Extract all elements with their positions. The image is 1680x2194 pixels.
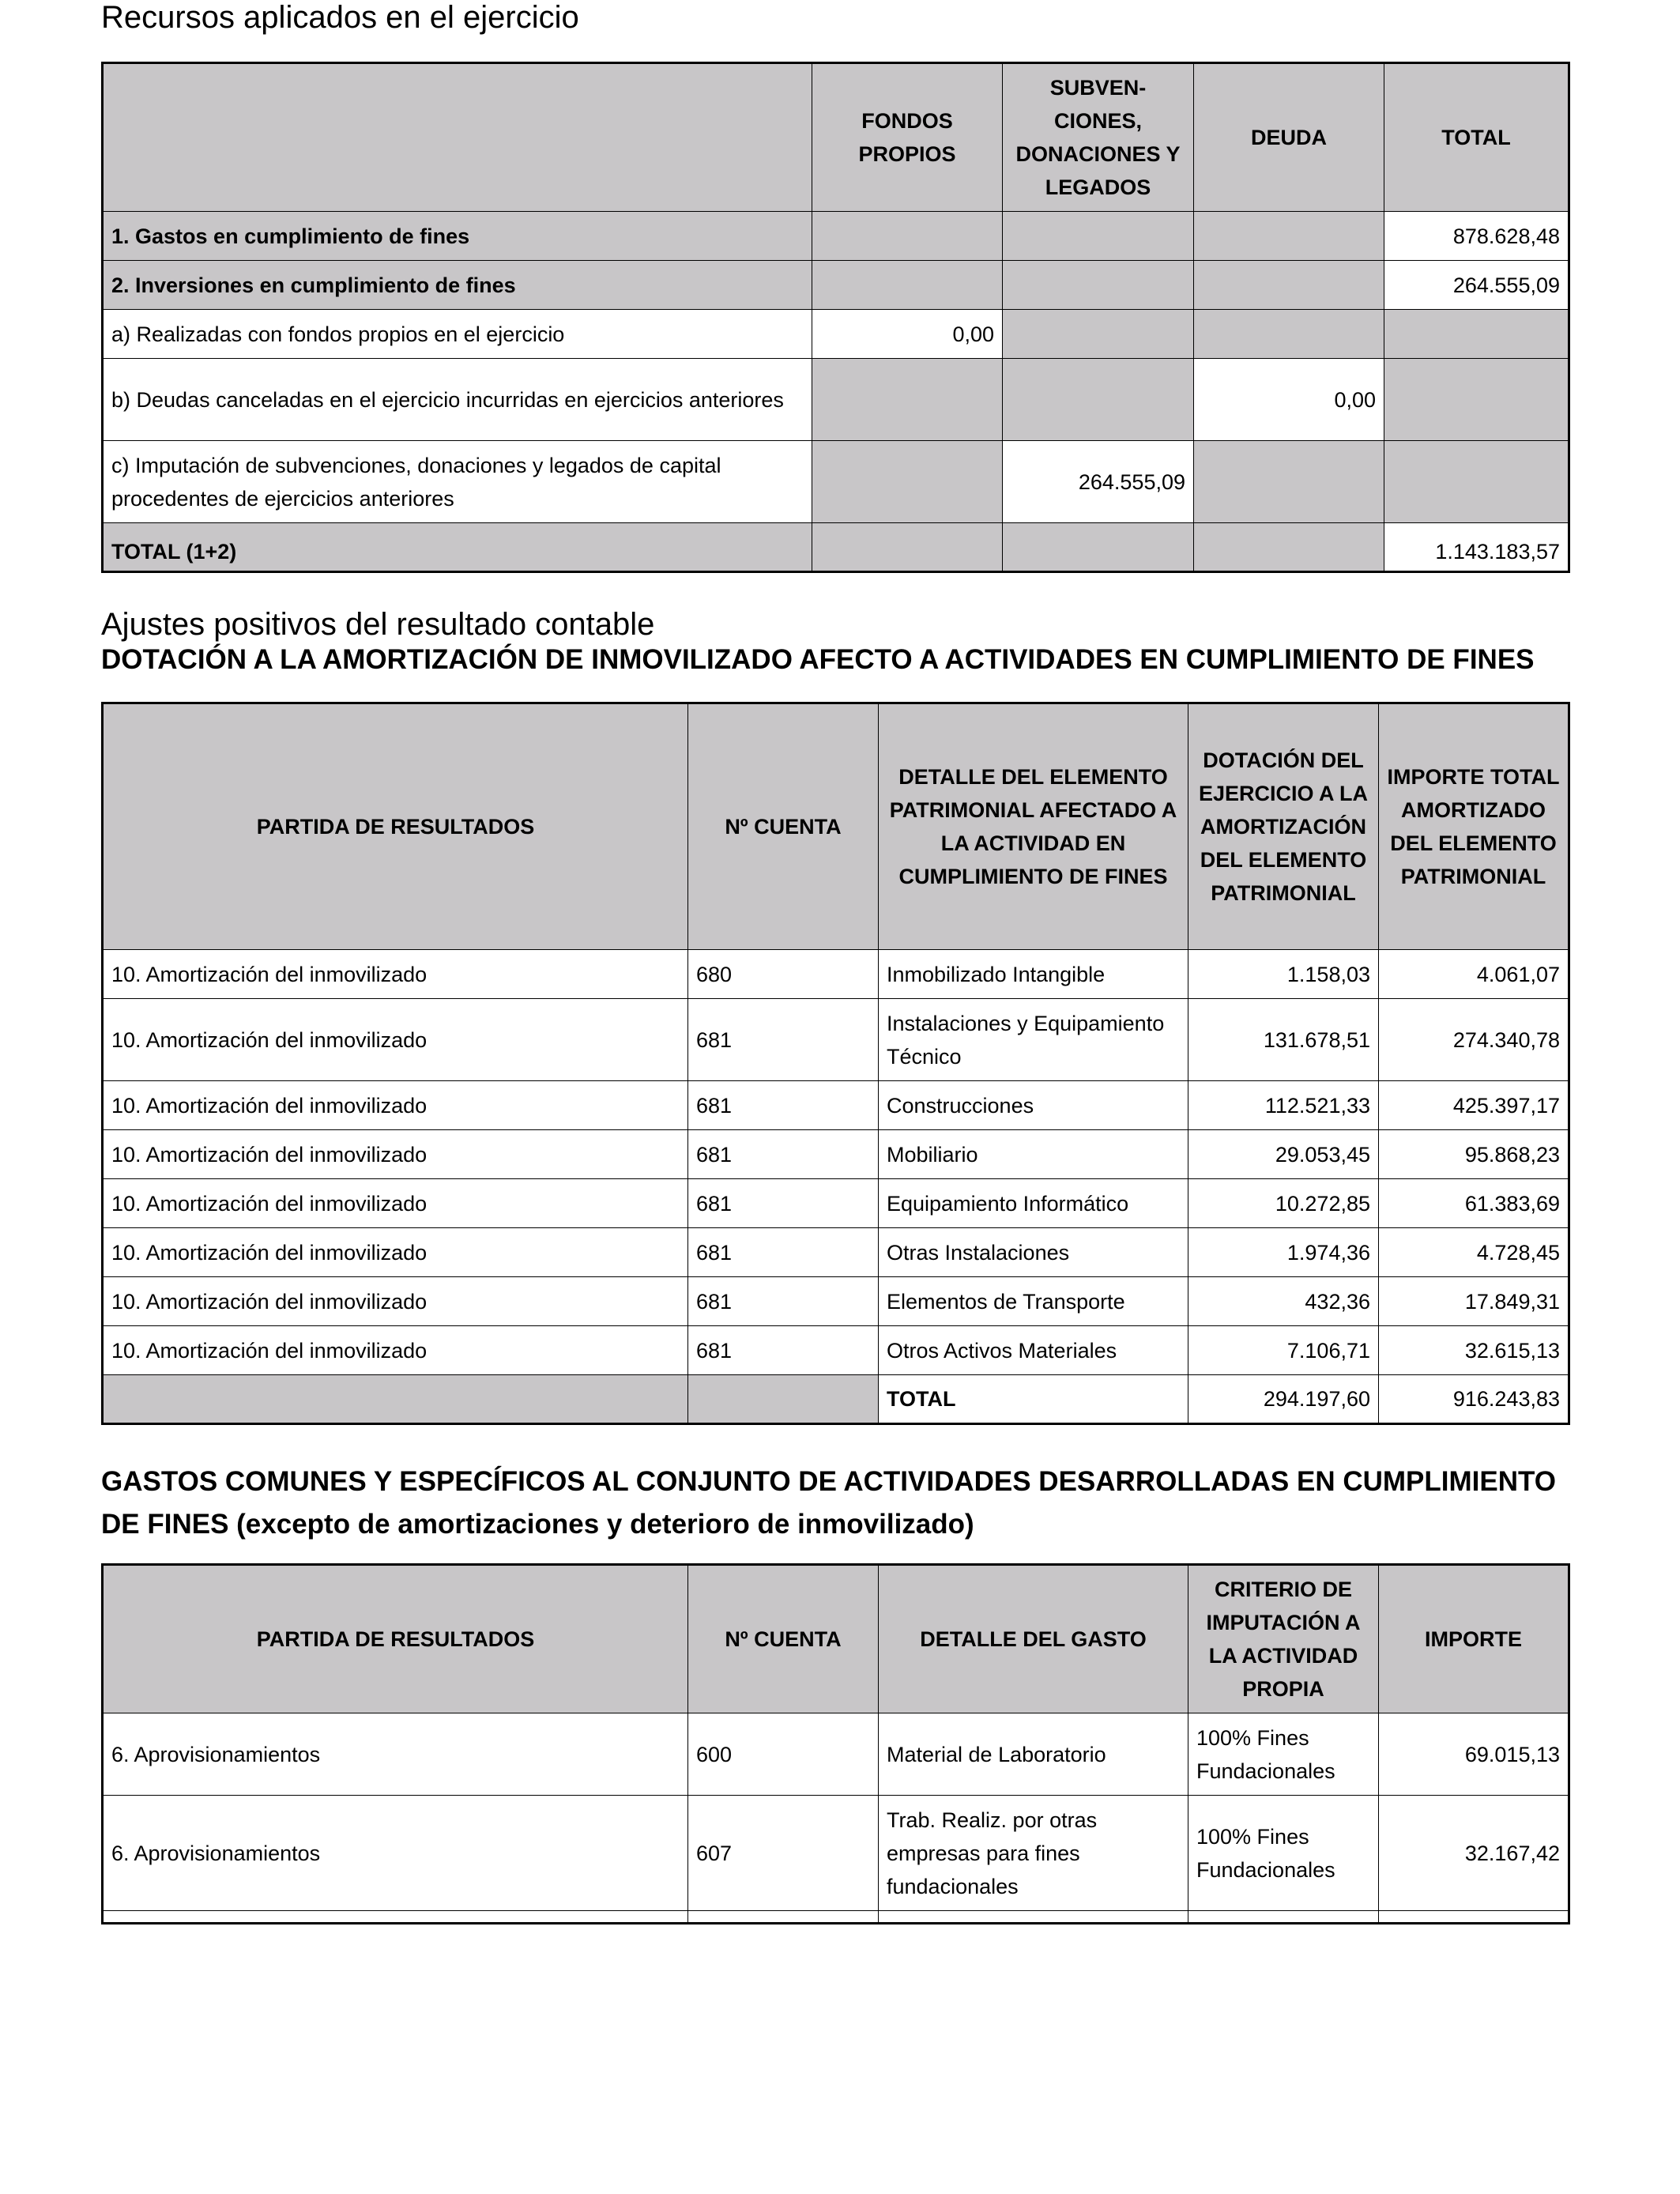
table-row: 6. Aprovisionamientos 600 Material de Laboratorio 100% Fines Fundacionales 69.015,13 (103, 1713, 1569, 1796)
row-label: c) Imputación de subvenciones, donaciones y legados de capital procedentes de ejercicios anteriores (103, 441, 812, 523)
table-row: 10. Amortización del inmovilizado 681 Construcciones 112.521,33 425.397,17 (103, 1081, 1569, 1130)
header-total: TOTAL (1384, 63, 1569, 212)
table-row: 10. Amortización del inmovilizado 681 Mobiliario 29.053,45 95.868,23 (103, 1130, 1569, 1179)
table-row: 10. Amortización del inmovilizado 681 Elementos de Transporte 432,36 17.849,31 (103, 1277, 1569, 1326)
header-blank (103, 63, 812, 212)
header-importe: IMPORTE (1379, 1565, 1569, 1713)
header-cuenta: Nº CUENTA (688, 703, 879, 950)
header-partida: PARTIDA DE RESULTADOS (103, 703, 688, 950)
header-detalle: DETALLE DEL GASTO (879, 1565, 1188, 1713)
header-criterio: CRITERIO DE IMPUTACIÓN A LA ACTIVIDAD PROPIA (1188, 1565, 1379, 1713)
row-value: 878.628,48 (1384, 212, 1569, 261)
table-row (103, 1911, 1569, 1924)
table-row: 10. Amortización del inmovilizado 680 Inmobilizado Intangible 1.158,03 4.061,07 (103, 950, 1569, 999)
table-row (103, 261, 1569, 310)
row-label: a) Realizadas con fondos propios en el ejercicio (103, 310, 812, 359)
amortizacion-table (101, 702, 1570, 1425)
header-deuda: DEUDA (1194, 63, 1384, 212)
table-total-row (103, 523, 1569, 572)
total-dotacion: 294.197,60 (1188, 1375, 1379, 1424)
row-value: 264.555,09 (1384, 261, 1569, 310)
header-importe: IMPORTE TOTAL AMORTIZADO DEL ELEMENTO PATRIMONIAL (1379, 703, 1569, 950)
section1-title: Recursos aplicados en el ejercicio (101, 0, 579, 35)
row-value: 264.555,09 (1003, 441, 1194, 523)
header-dotacion: DOTACIÓN DEL EJERCICIO A LA AMORTIZACIÓN DEL ELEMENTO PATRIMONIAL (1188, 703, 1379, 950)
table-row: 10. Amortización del inmovilizado 681 Otros Activos Materiales 7.106,71 32.615,13 (103, 1326, 1569, 1375)
row-label: 1. Gastos en cumplimiento de fines (103, 212, 812, 261)
total-value: 1.143.183,57 (1384, 523, 1569, 572)
table-header-row (103, 63, 1569, 212)
total-importe: 916.243,83 (1379, 1375, 1569, 1424)
row-label: b) Deudas canceladas en el ejercicio incurridas en ejercicios anteriores (103, 359, 812, 441)
row-value: 0,00 (1194, 359, 1384, 441)
section2-subtitle: DOTACIÓN A LA AMORTIZACIÓN DE INMOVILIZADO AFECTO A ACTIVIDADES EN CUMPLIMIENTO DE FINES (101, 644, 1535, 675)
header-cuenta: Nº CUENTA (688, 1565, 879, 1713)
table-header-row (103, 703, 1569, 950)
total-label: TOTAL (879, 1375, 1188, 1424)
table-row: 6. Aprovisionamientos 607 Trab. Realiz. por otras empresas para fines fundacionales 100% Fines Fundacionales 32.167,42 (103, 1796, 1569, 1911)
row-label: 2. Inversiones en cumplimiento de fines (103, 261, 812, 310)
table-row: 10. Amortización del inmovilizado 681 Equipamiento Informático 10.272,85 61.383,69 (103, 1179, 1569, 1228)
table-row (103, 441, 1569, 523)
header-fondos: FONDOS PROPIOS (812, 63, 1003, 212)
gastos-table (101, 1563, 1570, 1924)
total-label: TOTAL (1+2) (103, 523, 812, 572)
table-row (103, 310, 1569, 359)
table-row (103, 212, 1569, 261)
section2-title: Ajustes positivos del resultado contable (101, 607, 655, 642)
recursos-table (101, 62, 1570, 573)
header-detalle: DETALLE DEL ELEMENTO PATRIMONIAL AFECTADO A LA ACTIVIDAD EN CUMPLIMIENTO DE FINES (879, 703, 1188, 950)
row-value: 0,00 (812, 310, 1003, 359)
section3-title: GASTOS COMUNES Y ESPECÍFICOS AL CONJUNTO DE ACTIVIDADES DESARROLLADAS EN CUMPLIMIENTO DE FINES (excepto de amortizaciones y deterioro de inmovilizado) (101, 1466, 1556, 1540)
table-header-row (103, 1565, 1569, 1713)
table-row: 10. Amortización del inmovilizado 681 Otras Instalaciones 1.974,36 4.728,45 (103, 1228, 1569, 1277)
table-total-row (103, 1375, 1569, 1424)
table-row: 10. Amortización del inmovilizado 681 Instalaciones y Equipamiento Técnico 131.678,51 274.340,78 (103, 999, 1569, 1081)
header-partida: PARTIDA DE RESULTADOS (103, 1565, 688, 1713)
header-subvenciones: SUBVEN- CIONES, DONACIONES Y LEGADOS (1003, 63, 1194, 212)
table-row (103, 359, 1569, 441)
